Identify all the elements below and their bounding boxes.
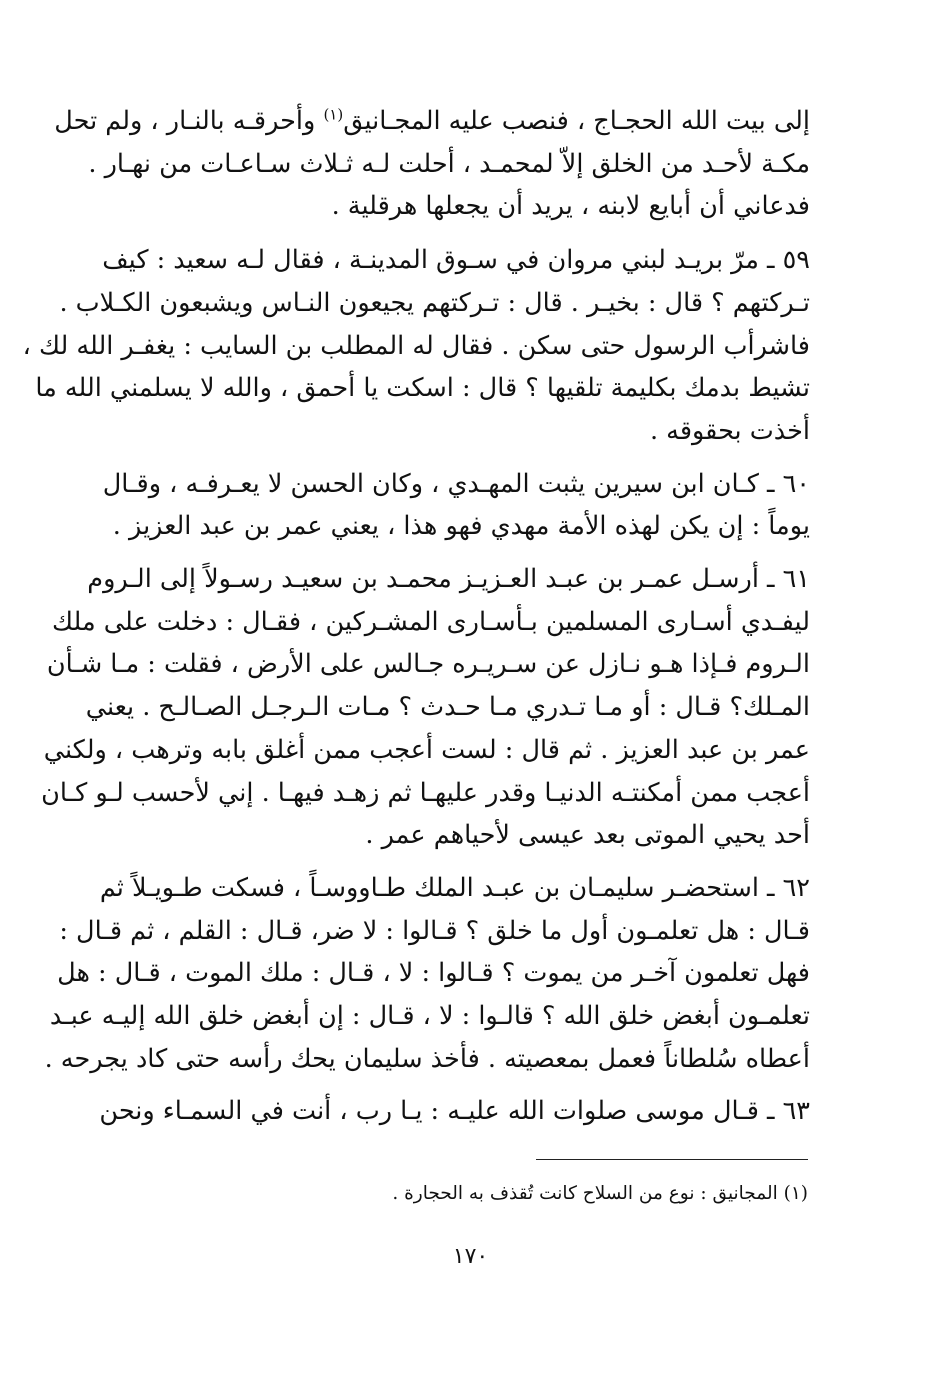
text-line: ٦٠ ـ كـان ابن سيرين يثبت المهـدي ، وكان الحسن لا يعـرفـه ، وقـال — [102, 468, 810, 499]
text-line: أخذت بحقوقه . — [649, 415, 810, 446]
text-line: فاشرأب الرسول حتى سكن . فقال له المطلب بن السايب : يغفـر الله لك ، — [22, 330, 810, 361]
text-line: تشيط بدمك بكليمة تلقيها ؟ قال : اسكت يا أحمق ، والله لا يسلمني الله ما — [35, 373, 810, 404]
text-line: عمر بن عبد العزيز . ثم قال : لست أعجب ممن أغلق بابه وترهب ، ولكني — [43, 734, 810, 765]
footnote-reference[interactable]: (١) — [323, 105, 344, 124]
paragraph-59 — [22, 239, 810, 453]
text-line: تـركتهم ؟ قال : بخيـر . قال : تـركتهم يجيعون النـاس ويشبعون الكـلاب . — [59, 287, 810, 318]
page-number: ١٧٠ — [452, 1244, 489, 1269]
paragraph-63 — [100, 1090, 810, 1133]
text-line: أعطاه سُلطاناً فعمل بمعصيته . فأخذ سليمان يحك رأسه حتى كاد يجرحه . — [44, 1043, 810, 1074]
text-line: أحد يحيي الموتى بعد عيسى لأحياهم عمر . — [365, 820, 810, 851]
body-text — [22, 100, 810, 1143]
text-line: أعجب ممن أمكنتـه الدنيـا وقدر عليهـا ثم زهـد فيهـا . إني لأحسب لـو كـان — [41, 777, 810, 808]
text-line: ٦١ ـ أرسـل عمـر بن عبـد العـزيـز محمـد بن سعيـد رسـولاً إلى الـروم — [87, 564, 810, 595]
text-line: الـروم فـإذا هـو نـازل عن سـريـره جـالس على الأرض ، فقلت : مـا شـأن — [46, 649, 810, 680]
text-line: ٦٣ ـ قـال موسى صلوات الله عليـه : يـا رب ، أنت في السمـاء ونحن — [99, 1096, 810, 1127]
text-line: يوماً : إن يكن لهذه الأمة مهدي فهو هذا ، يعني عمر بن عبد العزيز . — [112, 511, 810, 542]
paragraph-60 — [100, 463, 810, 548]
footnote-divider — [536, 1159, 808, 1160]
footnote-marker: (١) — [783, 1183, 808, 1204]
text-line: ليفـدي أسـارى المسلمين بـأسـارى المشـركين ، فقـال : دخلت على ملك — [52, 606, 810, 637]
footnote-text: المجانيق : نوع من السلاح كانت تُقذف به الحجارة . — [392, 1183, 778, 1204]
text-line: فدعاني أن أبايع لابنه ، يريد أن يجعلها هرقلية . — [331, 191, 810, 222]
text-line: تعلمـون أبغض خلق الله ؟ قالـوا : لا ، قـال : إن أبغض خلق الله إليـه عبـد — [49, 1001, 810, 1032]
footnote — [128, 1180, 808, 1208]
text-line — [54, 100, 810, 143]
paragraph-62 — [44, 867, 810, 1081]
text-line: قـال : هل تعلمـون أول ما خلق ؟ قـالوا : لا ضر، قـال : القلم ، ثم قـال : — [59, 915, 810, 946]
text-line: ٥٩ ـ مرّ بريـد لبني مروان في سـوق المدينـة ، فقال لـه سعيد : كيف — [102, 245, 810, 276]
text-line-end: وأحرقـه بالنـار ، ولم تحل — [54, 106, 316, 136]
text-line: ٦٢ ـ استحضـر سليمـان بن عبـد الملك طـاووسـاً ، فسكت طـويـلاً ثم — [99, 872, 810, 903]
paragraph-intro — [54, 100, 810, 228]
paragraph-61 — [41, 558, 810, 857]
text-line-start: إلى بيت الله الحجـاج ، فنصب عليه المجـانيق — [343, 106, 810, 136]
text-line: فهل تعلمون آخـر من يموت ؟ قـالوا : لا ، قـال : ملك الموت ، قـال : هل — [57, 958, 810, 989]
text-line: المـلك؟ قـال : أو مـا تـدري مـا حـدث ؟ مـات الـرجـل الصـالـح . يعني — [85, 692, 810, 723]
text-line: مكـة لأحـد من الخلق إلاّ لمحمـد ، أحلت لـه ثـلاث سـاعـات من نهـار . — [88, 148, 810, 179]
